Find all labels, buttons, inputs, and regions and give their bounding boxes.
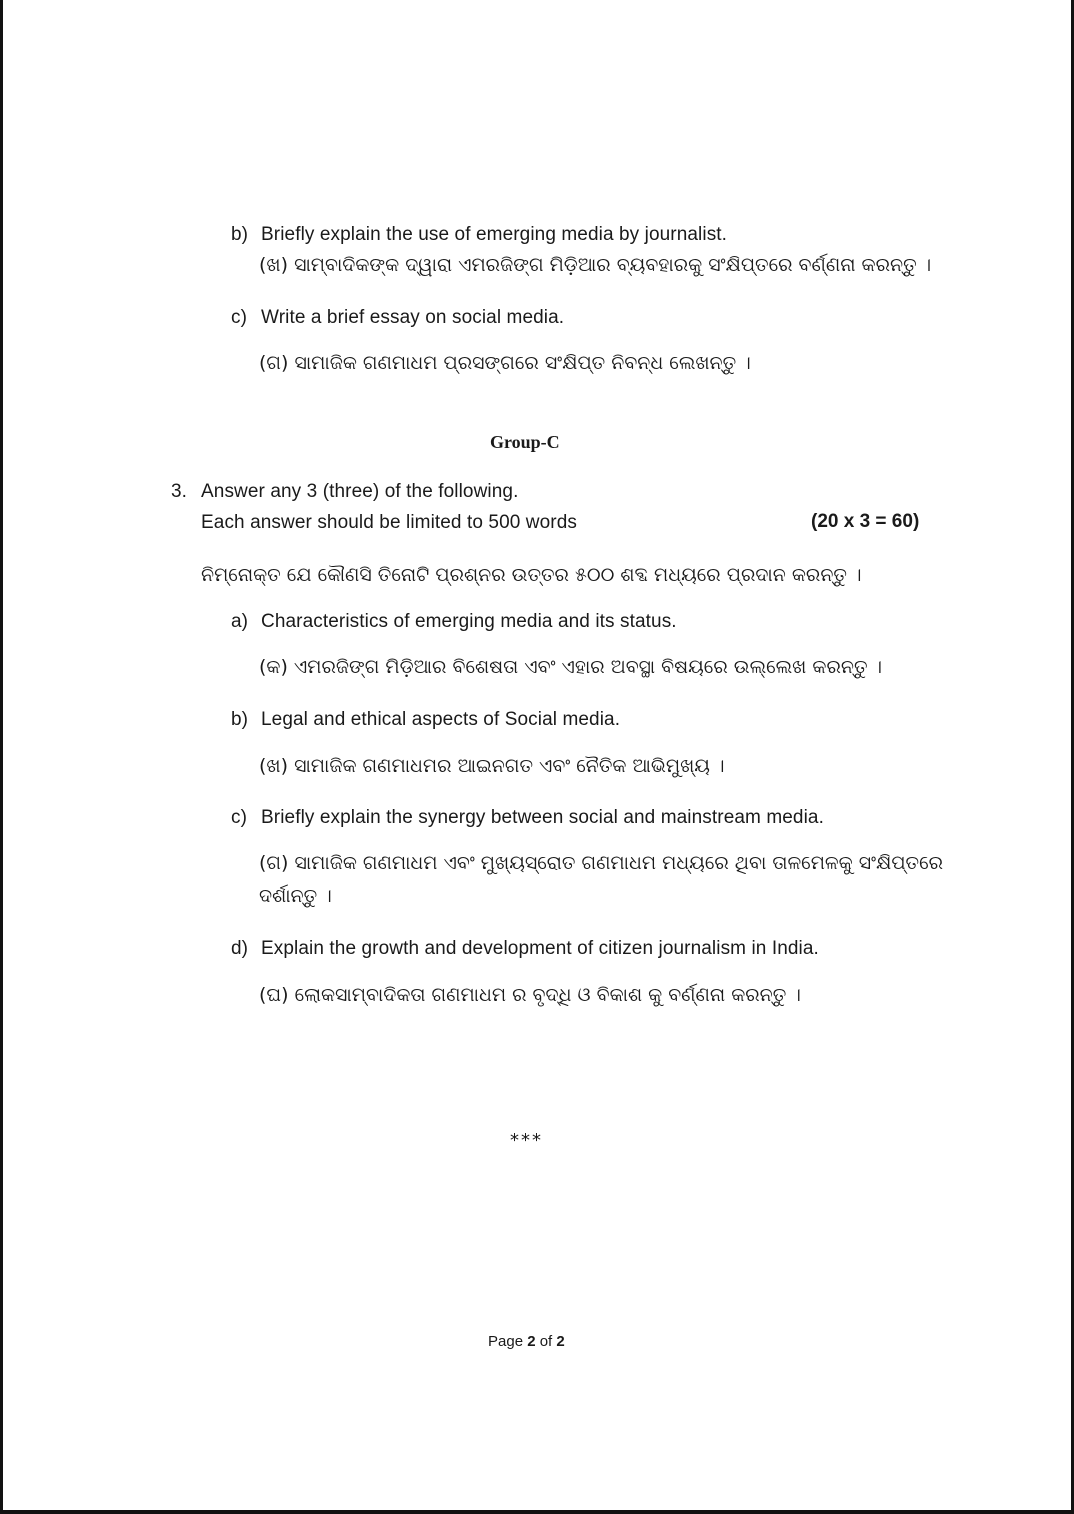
q3d-english [231,938,819,960]
group-c-heading: Group-C [490,432,560,452]
q2c-english [231,307,564,329]
footer-current-page: 2 [527,1333,536,1350]
q3c-label: c) [231,807,248,828]
q3-number: 3. [171,481,188,502]
end-of-paper-marker: *** [510,1130,543,1151]
page-border-bottom [0,1510,1074,1514]
q2b-label: b) [231,224,249,245]
q2b-english [231,224,727,246]
q3d-text: Explain the growth and development of citizen journalism in India. [261,938,819,959]
q3a-english [231,611,677,633]
q3b-text: Legal and ethical aspects of Social media. [261,709,621,730]
q2c-text: Write a brief essay on social media. [261,307,565,328]
q3c-odia-line2: ଦର୍ଶାନ୍ତୁ । [259,885,332,907]
q3c-odia-line1: (ଗ) ସାମାଜିକ ଗଣମାଧମ ଏବଂ ମୁଖ୍ୟସ୍ରୋତ ଗଣମାଧମ ମଧ୍ୟରେ ଥିବା ତାଳମେଳକୁ ସଂକ୍ଷିପ୍ତରେ [259,852,944,874]
page-border-left [0,0,3,1514]
q3a-text: Characteristics of emerging media and its status. [261,611,677,632]
q2b-odia: (ଖ) ସାମ୍ବାଦିକଙ୍କ ଦ୍ୱାରା ଏମରଜିଙ୍ଗ ମିଡ଼ିଆର ବ୍ୟବହାରକୁ ସଂକ୍ଷିପ୍ତରେ ବର୍ଣ୍ଣନା କରନ୍ତୁ । [259,254,932,276]
footer-total-pages: 2 [556,1333,565,1350]
q3b-label: b) [231,709,249,730]
q2b-text: Briefly explain the use of emerging media by journalist. [261,224,728,245]
q2c-label: c) [231,307,248,328]
q3-marks: (20 x 3 = 60) [811,511,920,532]
page-footer [488,1333,565,1350]
q3b-odia: (ଖ) ସାମାଜିକ ଗଣମାଧମର ଆଇନଗତ ଏବଂ ନୈତିକ ଆଭିମୁଖ୍ୟ । [259,755,725,777]
footer-middle: of [535,1333,557,1350]
q3-instruction-odia: ନିମ୍ନୋକ୍ତ ଯେ କୌଣସି ତିନୋଟି ପ୍ରଶ୍ନର ଉତ୍ତର ୫୦୦ ଶବ୍ଦ ମଧ୍ୟରେ ପ୍ରଦାନ କରନ୍ତୁ । [201,564,862,586]
q3-instruction-line1 [171,481,518,503]
q3-instruction-line2: Each answer should be limited to 500 words [201,512,577,533]
q3d-label: d) [231,938,249,959]
q3-instruction-text: Answer any 3 (three) of the following. [201,481,519,502]
footer-prefix: Page [488,1333,528,1350]
q3b-english [231,709,620,731]
q3a-odia: (କ) ଏମରଜିଙ୍ଗ ମିଡ଼ିଆର ବିଶେଷତା ଏବଂ ଏହାର ଅବସ୍ଥା ବିଷୟରେ ଉଲ୍ଲେଖ କରନ୍ତୁ । [259,656,883,678]
q3c-text: Briefly explain the synergy between social and mainstream media. [261,807,824,828]
q3d-odia: (ଘ) ଲୋକସାମ୍ବାଦିକତା ଗଣମାଧମ ର ବୃଦ୍ଧି ଓ ବିକାଶ କୁ ବର୍ଣ୍ଣନା କରନ୍ତୁ । [259,984,801,1006]
q2c-odia: (ଗ) ସାମାଜିକ ଗଣମାଧମ ପ୍ରସଙ୍ଗରେ ସଂକ୍ଷିପ୍ତ ନିବନ୍ଧ ଲେଖନ୍ତୁ । [259,352,751,374]
q3a-label: a) [231,611,249,632]
q3c-english [231,807,824,829]
